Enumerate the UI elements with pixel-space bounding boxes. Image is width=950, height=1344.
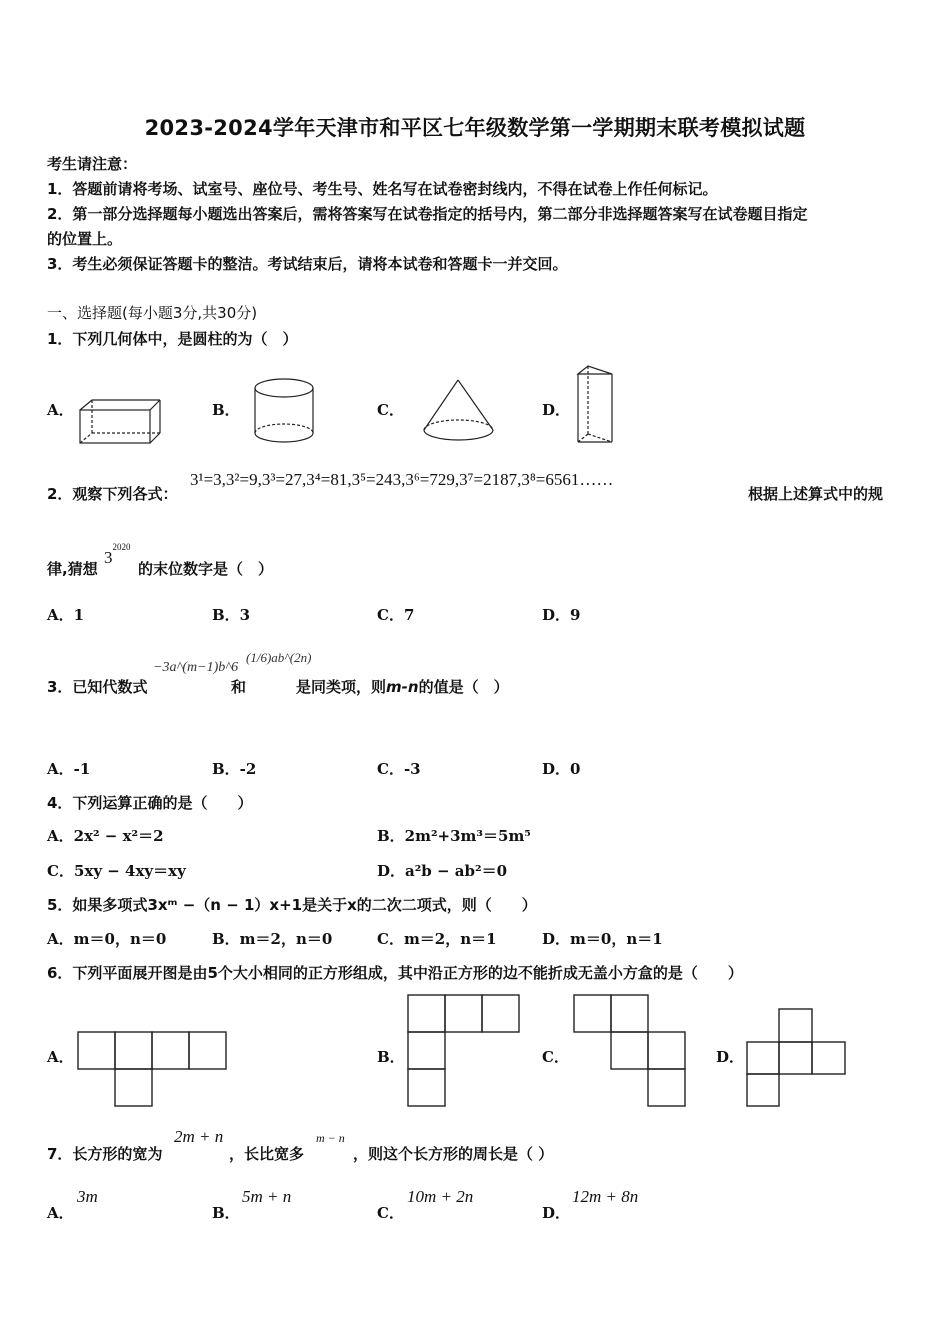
net-c-icon	[573, 994, 687, 1108]
q3-option-c: C．-3	[377, 760, 421, 778]
q3-option-b: B．-2	[212, 760, 257, 778]
q4-stem: 4．下列运算正确的是（ ）	[47, 794, 253, 812]
page-title: 2023-2024学年天津市和平区七年级数学第一学期期末联考模拟试题	[144, 116, 806, 140]
q5-option-b: B．m＝2，n＝0	[212, 930, 333, 948]
q4-option-a: A．2x² − x²＝2	[47, 827, 164, 845]
q1-label-c: C．	[377, 401, 404, 419]
q7-difference: m − n	[316, 1131, 345, 1145]
cone-icon	[422, 378, 496, 446]
q3-expression-1: −3a^(m−1)b^6	[153, 660, 239, 675]
q3-expression-2: (1/6)ab^(2n)	[246, 650, 312, 665]
q2-power	[104, 542, 131, 568]
q4-option-d: D．a²b − ab²＝0	[377, 862, 508, 880]
q7-stem-cont: ，长比宽多	[229, 1145, 305, 1163]
q7-option-c: 10m + 2n	[407, 1187, 474, 1206]
net-a-icon	[77, 1031, 227, 1107]
notice-item-2-cont: 的位置上。	[47, 230, 123, 248]
q7-option-b: 5m + n	[242, 1187, 292, 1206]
q7-option-a: 3m	[77, 1187, 98, 1206]
q2-option-a: A．1	[47, 606, 85, 624]
q6-stem: 6．下列平面展开图是由5个大小相同的正方形组成，其中沿正方形的边不能折成无盖小方盒的是（ ）	[47, 964, 743, 982]
q7-label-b: B．	[212, 1204, 240, 1222]
q3-and: 和	[231, 678, 247, 696]
q2-option-c: C．7	[377, 606, 415, 624]
q1-stem: 1．下列几何体中，是圆柱的为（ ）	[47, 330, 298, 348]
q4-option-b: B．2m²+3m³＝5m⁵	[377, 827, 531, 845]
notice-item-2: 2．第一部分选择题每小题选出答案后，需将答案写在试卷指定的括号内，第二部分非选择题答案写在试卷题目指定	[47, 205, 808, 223]
q2-stem: 2．观察下列各式：	[47, 485, 178, 503]
triangular-prism-icon	[574, 364, 618, 446]
q3-stem-end: 的值是（ ）	[418, 678, 509, 696]
net-d-icon	[746, 1008, 848, 1108]
section-heading: 一、选择题(每小题3分,共30分)	[47, 304, 258, 322]
rectangular-prism-icon	[78, 398, 162, 448]
q2-power-base: 3	[104, 548, 113, 567]
notice-item-3: 3．考生必须保证答题卡的整洁。考试结束后，请将本试卷和答题卡一并交回。	[47, 255, 568, 273]
q2-option-b: B．3	[212, 606, 251, 624]
q1-label-d: D．	[542, 401, 571, 419]
q3-option-a: A．-1	[47, 760, 91, 778]
q7-width: 2m + n	[174, 1127, 224, 1146]
q1-label-a: A．	[47, 401, 74, 419]
q5-option-a: A．m＝0，n＝0	[47, 930, 167, 948]
cylinder-icon	[253, 378, 317, 446]
q3-stem-cont	[296, 676, 509, 697]
q7-stem: 7．长方形的宽为	[47, 1145, 163, 1163]
q7-label-c: C．	[377, 1204, 404, 1222]
q6-label-d: D．	[716, 1048, 745, 1066]
q7-label-d: D．	[542, 1204, 571, 1222]
q2-option-d: D．9	[542, 606, 581, 624]
notice-item-1: 1．答题前请将考场、试室号、座位号、考生号、姓名写在试卷密封线内，不得在试卷上作任何标记。	[47, 180, 718, 198]
q2-expression: 3¹=3,3²=9,3³=27,3⁴=81,3⁵=243,3⁶=729,3⁷=2187,3⁸=6561……	[190, 470, 614, 489]
q7-label-a: A．	[47, 1204, 74, 1222]
q3-option-d: D．0	[542, 760, 581, 778]
notice-heading: 考生请注意：	[47, 155, 138, 173]
q5-option-c: C．m＝2，n＝1	[377, 930, 497, 948]
q2-stem-cont: 根据上述算式中的规	[748, 485, 884, 503]
q2-stem-end: 的末位数字是（ ）	[138, 560, 274, 578]
net-b-icon	[407, 994, 521, 1108]
q7-stem-end: ，则这个长方形的周长是（ ）	[353, 1145, 554, 1163]
q4-option-c: C．5xy − 4xy＝xy	[47, 862, 186, 880]
q3-mn: m-n	[386, 678, 419, 696]
q5-stem: 5．如果多项式3xᵐ −（n − 1）x+1是关于x的二次二项式，则（ ）	[47, 896, 537, 914]
q1-label-b: B．	[212, 401, 240, 419]
q6-label-c: C．	[542, 1048, 569, 1066]
q2-power-exponent: 2020	[112, 542, 131, 553]
q7-option-d: 12m + 8n	[572, 1187, 639, 1206]
q5-option-d: D．m＝0，n＝1	[542, 930, 663, 948]
q6-label-b: B．	[377, 1048, 405, 1066]
q3-stem-text: 是同类项，则	[296, 678, 387, 696]
q3-stem: 3．已知代数式	[47, 678, 148, 696]
q6-label-a: A．	[47, 1048, 74, 1066]
q2-stem-line2: 律,猜想	[47, 560, 98, 578]
